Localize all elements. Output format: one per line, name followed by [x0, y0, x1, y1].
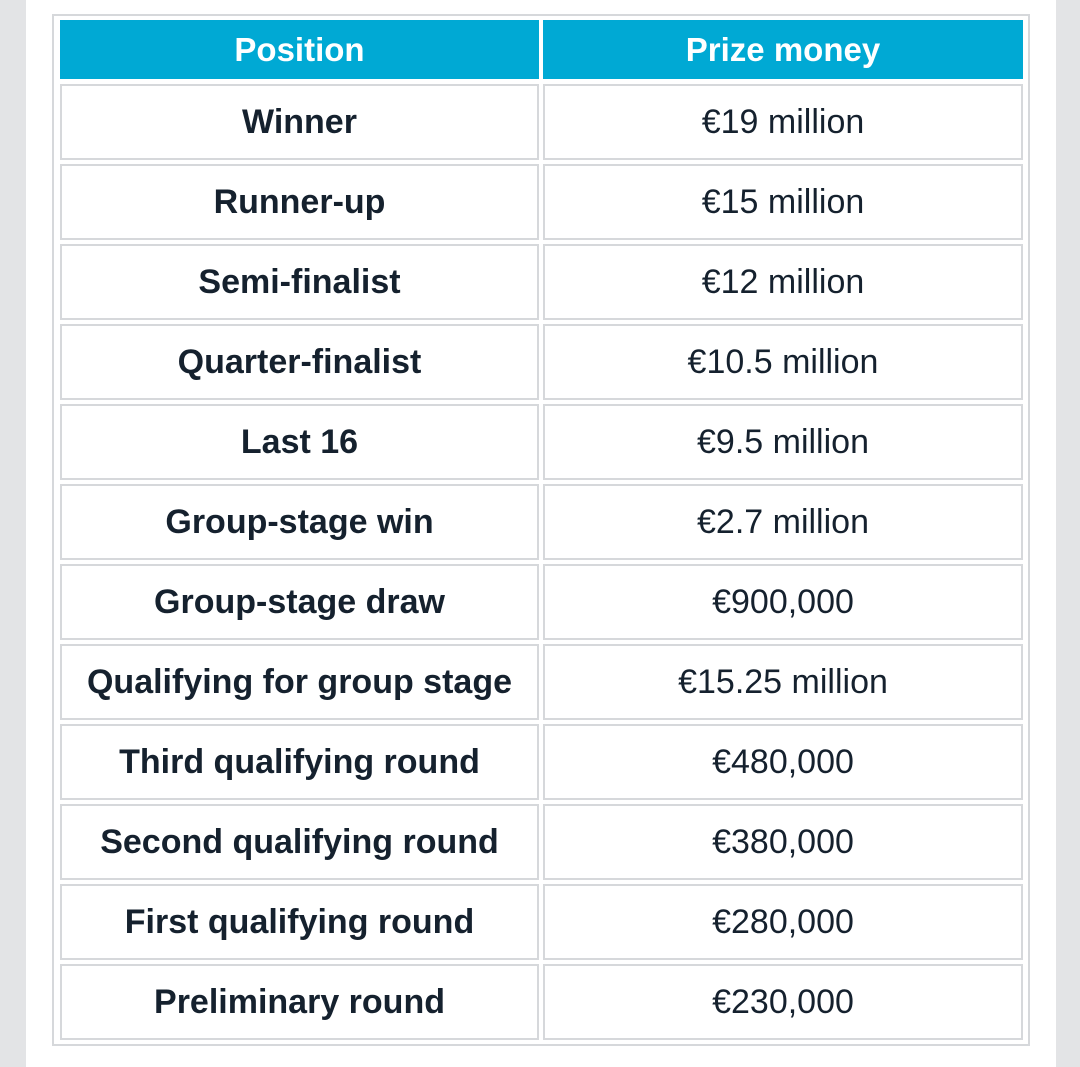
prize-cell: €19 million — [543, 84, 1023, 160]
position-cell: Last 16 — [60, 404, 539, 480]
prize-cell: €480,000 — [543, 724, 1023, 800]
prize-cell: €12 million — [543, 244, 1023, 320]
prize-cell: €280,000 — [543, 884, 1023, 960]
prize-cell: €15 million — [543, 164, 1023, 240]
header-prize-money: Prize money — [543, 20, 1023, 79]
position-cell: Group-stage win — [60, 484, 539, 560]
header-position: Position — [60, 20, 539, 79]
prize-cell: €230,000 — [543, 964, 1023, 1040]
prize-cell: €2.7 million — [543, 484, 1023, 560]
prize-cell: €380,000 — [543, 804, 1023, 880]
position-cell: Runner-up — [60, 164, 539, 240]
position-cell: Preliminary round — [60, 964, 539, 1040]
prize-cell: €10.5 million — [543, 324, 1023, 400]
position-cell: Quarter-finalist — [60, 324, 539, 400]
prize-cell: €900,000 — [543, 564, 1023, 640]
position-cell: Qualifying for group stage — [60, 644, 539, 720]
position-cell: Second qualifying round — [60, 804, 539, 880]
position-cell: First qualifying round — [60, 884, 539, 960]
position-cell: Third qualifying round — [60, 724, 539, 800]
position-cell: Semi-finalist — [60, 244, 539, 320]
prize-cell: €15.25 million — [543, 644, 1023, 720]
position-cell: Group-stage draw — [60, 564, 539, 640]
prize-cell: €9.5 million — [543, 404, 1023, 480]
position-cell: Winner — [60, 84, 539, 160]
